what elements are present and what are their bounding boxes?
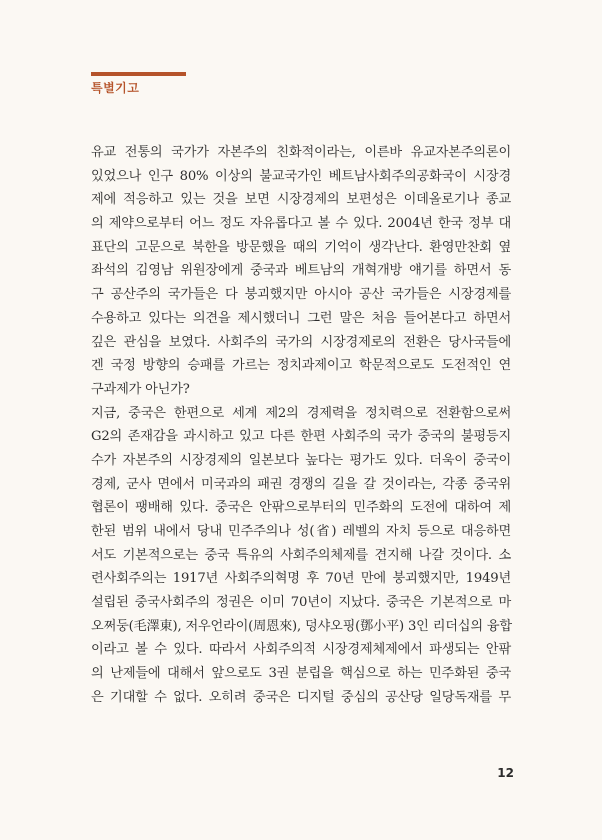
body-line: 수용하고 있다는 의견을 제시했더니 그런 말은 처음 들어본다고 하면서	[91, 310, 511, 326]
body-line: 협론이 팽배해 있다. 중국은 안팎으로부터의 민주화의 도전에 대하여 제	[91, 500, 511, 516]
body-line: 유교 전통의 국가가 자본주의 친화적이라는, 이른바 유교자본주의론이	[91, 145, 511, 160]
body-line: 깊은 관심을 보였다. 사회주의 국가의 시장경제로의 전환은 당사국들에	[91, 334, 511, 350]
body-line: 구 공산주의 국가들은 다 붕괴했지만 아시아 공산 국가들은 시장경제를	[91, 287, 511, 303]
body-line: 오쩌둥(毛澤東), 저우언라이(周恩來), 덩샤오핑(鄧小平) 3인 리더십의 융합	[91, 618, 512, 634]
body-line: 구과제가 아닌가?	[91, 381, 190, 397]
body-line: G2의 존재감을 과시하고 있고 다른 한편 사회주의 국가 중국의 불평등지	[91, 429, 511, 445]
body-line: 지금, 중국은 한편으로 세계 제2의 경제력을 정치력으로 전환함으로써	[91, 405, 511, 421]
body-line: 의 제약으로부터 어느 정도 자유롭다고 볼 수 있다. 2004년 한국 정부 대	[91, 216, 511, 232]
body-line: 한된 범위 내에서 당내 민주주의나 성(省) 레벨의 자치 등으로 대응하면	[91, 524, 511, 539]
article-body	[91, 141, 511, 710]
body-line: 제에 적응하고 있는 것을 보면 시장경제의 보편성은 이데올로기나 종교	[91, 192, 511, 208]
body-line: 이라고 볼 수 있다. 따라서 사회주의적 시장경제체제에서 파생되는 안팎	[91, 642, 511, 658]
body-line: 경제, 군사 면에서 미국과의 패권 경쟁의 길을 갈 것이라는, 각종 중국위	[91, 476, 511, 492]
body-line: 설립된 중국사회주의 정권은 이미 70년이 지났다. 중국은 기본적으로 마	[91, 595, 511, 611]
body-line: 표단의 고문으로 북한을 방문했을 때의 기억이 생각난다. 환영만찬회 옆	[91, 239, 511, 255]
body-line: 서도 기본적으로는 중국 특유의 사회주의체제를 견지해 나갈 것이다. 소	[91, 547, 511, 563]
body-line: 있었으나 인구 80% 이상의 불교국가인 베트남사회주의공화국이 시장경	[91, 168, 511, 184]
header-rule	[91, 72, 186, 76]
body-line: 련사회주의는 1917년 사회주의혁명 후 70년 만에 붕괴했지만, 1949년	[91, 571, 511, 587]
body-line: 좌석의 김영남 위원장에게 중국과 베트남의 개혁개방 얘기를 하면서 동	[91, 263, 511, 279]
body-line: 겐 국정 방향의 승패를 가르는 정치과제이고 학문적으로도 도전적인 연	[91, 358, 511, 374]
body-line: 의 난제들에 대해서 앞으로도 3권 분립을 핵심으로 하는 민주화된 중국	[91, 666, 511, 682]
body-line: 수가 자본주의 시장경제의 일본보다 높다는 평가도 있다. 더욱이 중국이	[91, 452, 511, 468]
page-number: 12	[497, 766, 514, 780]
section-label: 특별기고	[91, 81, 140, 95]
body-line: 은 기대할 수 없다. 오히려 중국은 디지털 중심의 공산당 일당독재를 무	[91, 689, 511, 705]
